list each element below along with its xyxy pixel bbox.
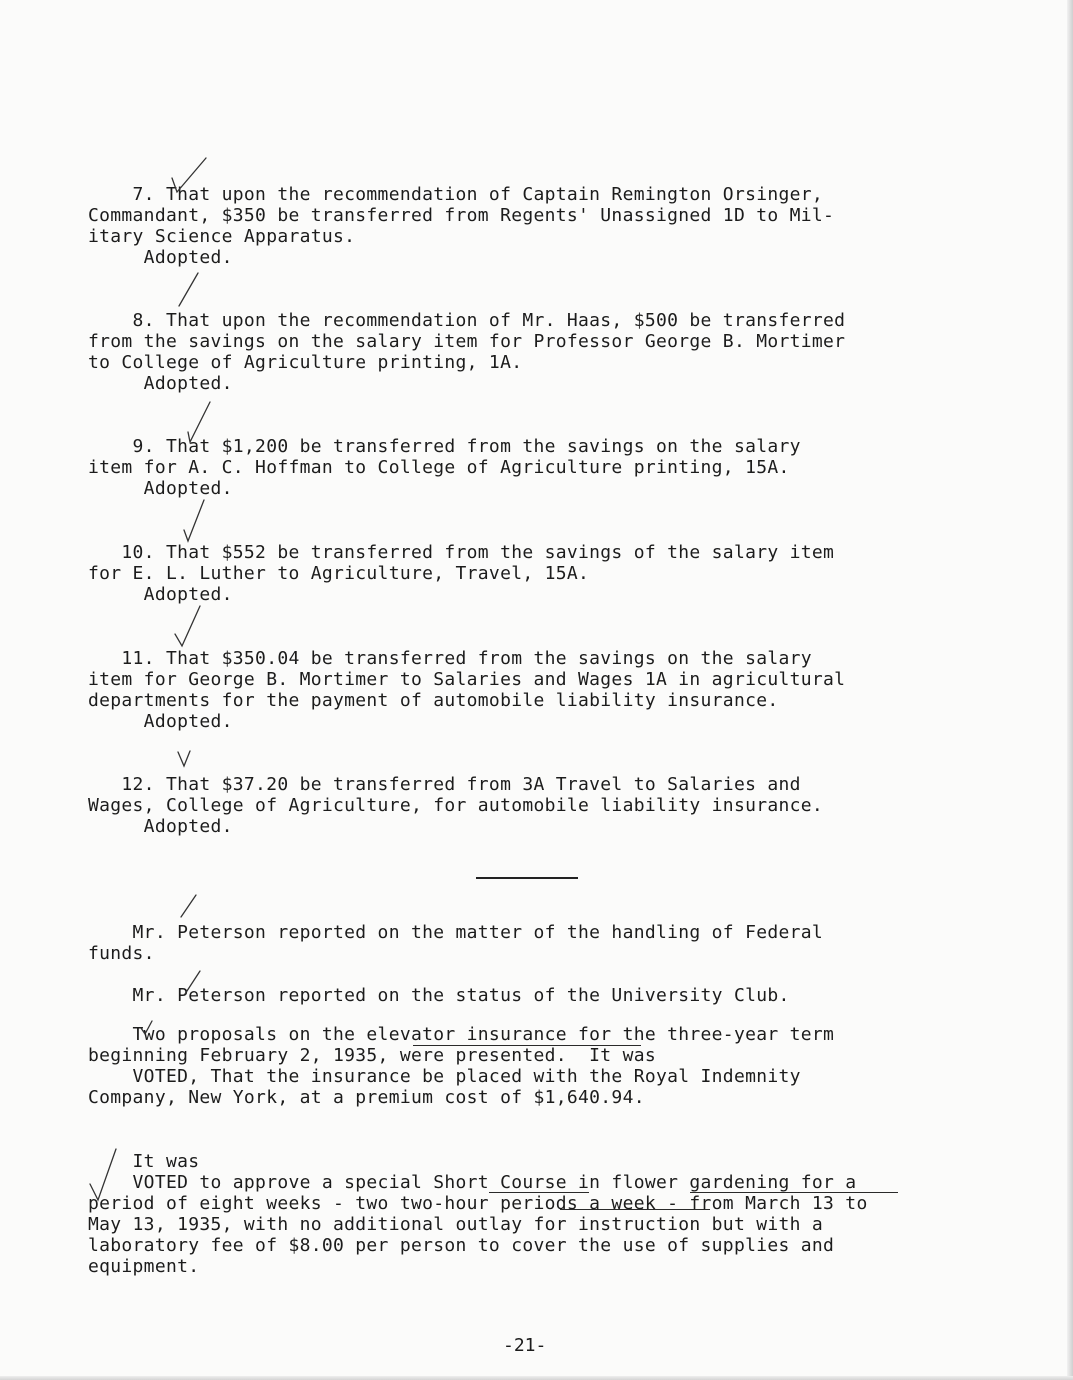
item-9-adopted: Adopted. (88, 478, 233, 499)
elevator-insurance-underline (413, 1045, 641, 1046)
short-course-line-3: period of eight weeks - two two-hour periods a week - from March 13 to (88, 1193, 868, 1214)
item-9-line-2: item for A. C. Hoffman to College of Agriculture printing, 15A. (88, 457, 790, 478)
item-10-adopted: Adopted. (88, 584, 233, 605)
item-8-line-3: to College of Agriculture printing, 1A. (88, 352, 523, 373)
elevator-insurance-line-1: Two proposals on the elevator insurance for the three-year term (88, 1024, 835, 1045)
checkmark-icon (168, 156, 213, 196)
item-12-adopted: Adopted. (88, 816, 233, 837)
item-11-line-3: departments for the payment of automobile liability insurance. (88, 690, 779, 711)
item-10-line-1: 10. That $552 be transferred from the savings of the salary item (88, 542, 835, 563)
item-11-line-1: 11. That $350.04 be transferred from the savings on the salary (88, 648, 812, 669)
short-course-underline (489, 1192, 589, 1193)
item-7-adopted: Adopted. (88, 247, 233, 268)
checkmark-icon (182, 968, 207, 998)
checkmark-icon (175, 748, 195, 773)
short-course-line-6: equipment. (88, 1256, 200, 1277)
checkmark-icon (172, 602, 207, 652)
item-12-line-2: Wages, College of Agriculture, for automobile liability insurance. (88, 795, 824, 816)
periods-wavy-underline (560, 1209, 710, 1210)
item-7-line-1: 7. That upon the recommendation of Captain Remington Orsinger, (88, 184, 824, 205)
item-7-line-2: Commandant, $350 be transferred from Regents' Unassigned 1D to Mil- (88, 205, 835, 226)
short-course-line-5: laboratory fee of $8.00 per person to cover the use of supplies and (88, 1235, 835, 1256)
elevator-insurance-voted: VOTED, That the insurance be placed with the Royal Indemnity (88, 1066, 801, 1087)
checkmark-icon (138, 1018, 158, 1038)
elevator-insurance-line-2: beginning February 2, 1935, were presented. It was (88, 1045, 656, 1066)
checkmark-icon (86, 1146, 126, 1206)
short-course-line-4: May 13, 1935, with no additional outlay for instruction but with a (88, 1214, 824, 1235)
item-10-line-2: for E. L. Luther to Agriculture, Travel, 15A. (88, 563, 590, 584)
flower-gardening-underline (690, 1192, 898, 1193)
checkmark-icon (178, 892, 203, 922)
item-9-line-1: 9. That $1,200 be transferred from the savings on the salary (88, 436, 801, 457)
elevator-insurance-line-4: Company, New York, at a premium cost of $1,640.94. (88, 1087, 645, 1108)
item-8-line-2: from the savings on the salary item for Professor George B. Mortimer (88, 331, 846, 352)
short-course-voted: VOTED to approve a special Short Course in flower gardening for a (88, 1172, 857, 1193)
item-11-adopted: Adopted. (88, 711, 233, 732)
page-edge-shadow (1067, 0, 1073, 1380)
item-8-adopted: Adopted. (88, 373, 233, 394)
item-8-line-1: 8. That upon the recommendation of Mr. Haas, $500 be transferred (88, 310, 846, 331)
federal-funds-line-2: funds. (88, 943, 155, 964)
item-11-line-2: item for George B. Mortimer to Salaries and Wages 1A in agricultural (88, 669, 846, 690)
checkmark-icon (180, 496, 215, 546)
short-course-it-was: It was (88, 1151, 200, 1172)
section-divider (476, 877, 578, 879)
checkmark-icon (176, 270, 206, 310)
federal-funds-line-1: Mr. Peterson reported on the matter of the handling of Federal (88, 922, 824, 943)
item-12-line-1: 12. That $37.20 be transferred from 3A Travel to Salaries and (88, 774, 801, 795)
page-number: -21- (503, 1335, 547, 1356)
item-7-line-3: itary Science Apparatus. (88, 226, 356, 247)
university-club-line: Mr. Peterson reported on the status of the University Club. (88, 985, 790, 1006)
checkmark-icon (182, 398, 217, 448)
page-bottom-edge (0, 1376, 1073, 1380)
